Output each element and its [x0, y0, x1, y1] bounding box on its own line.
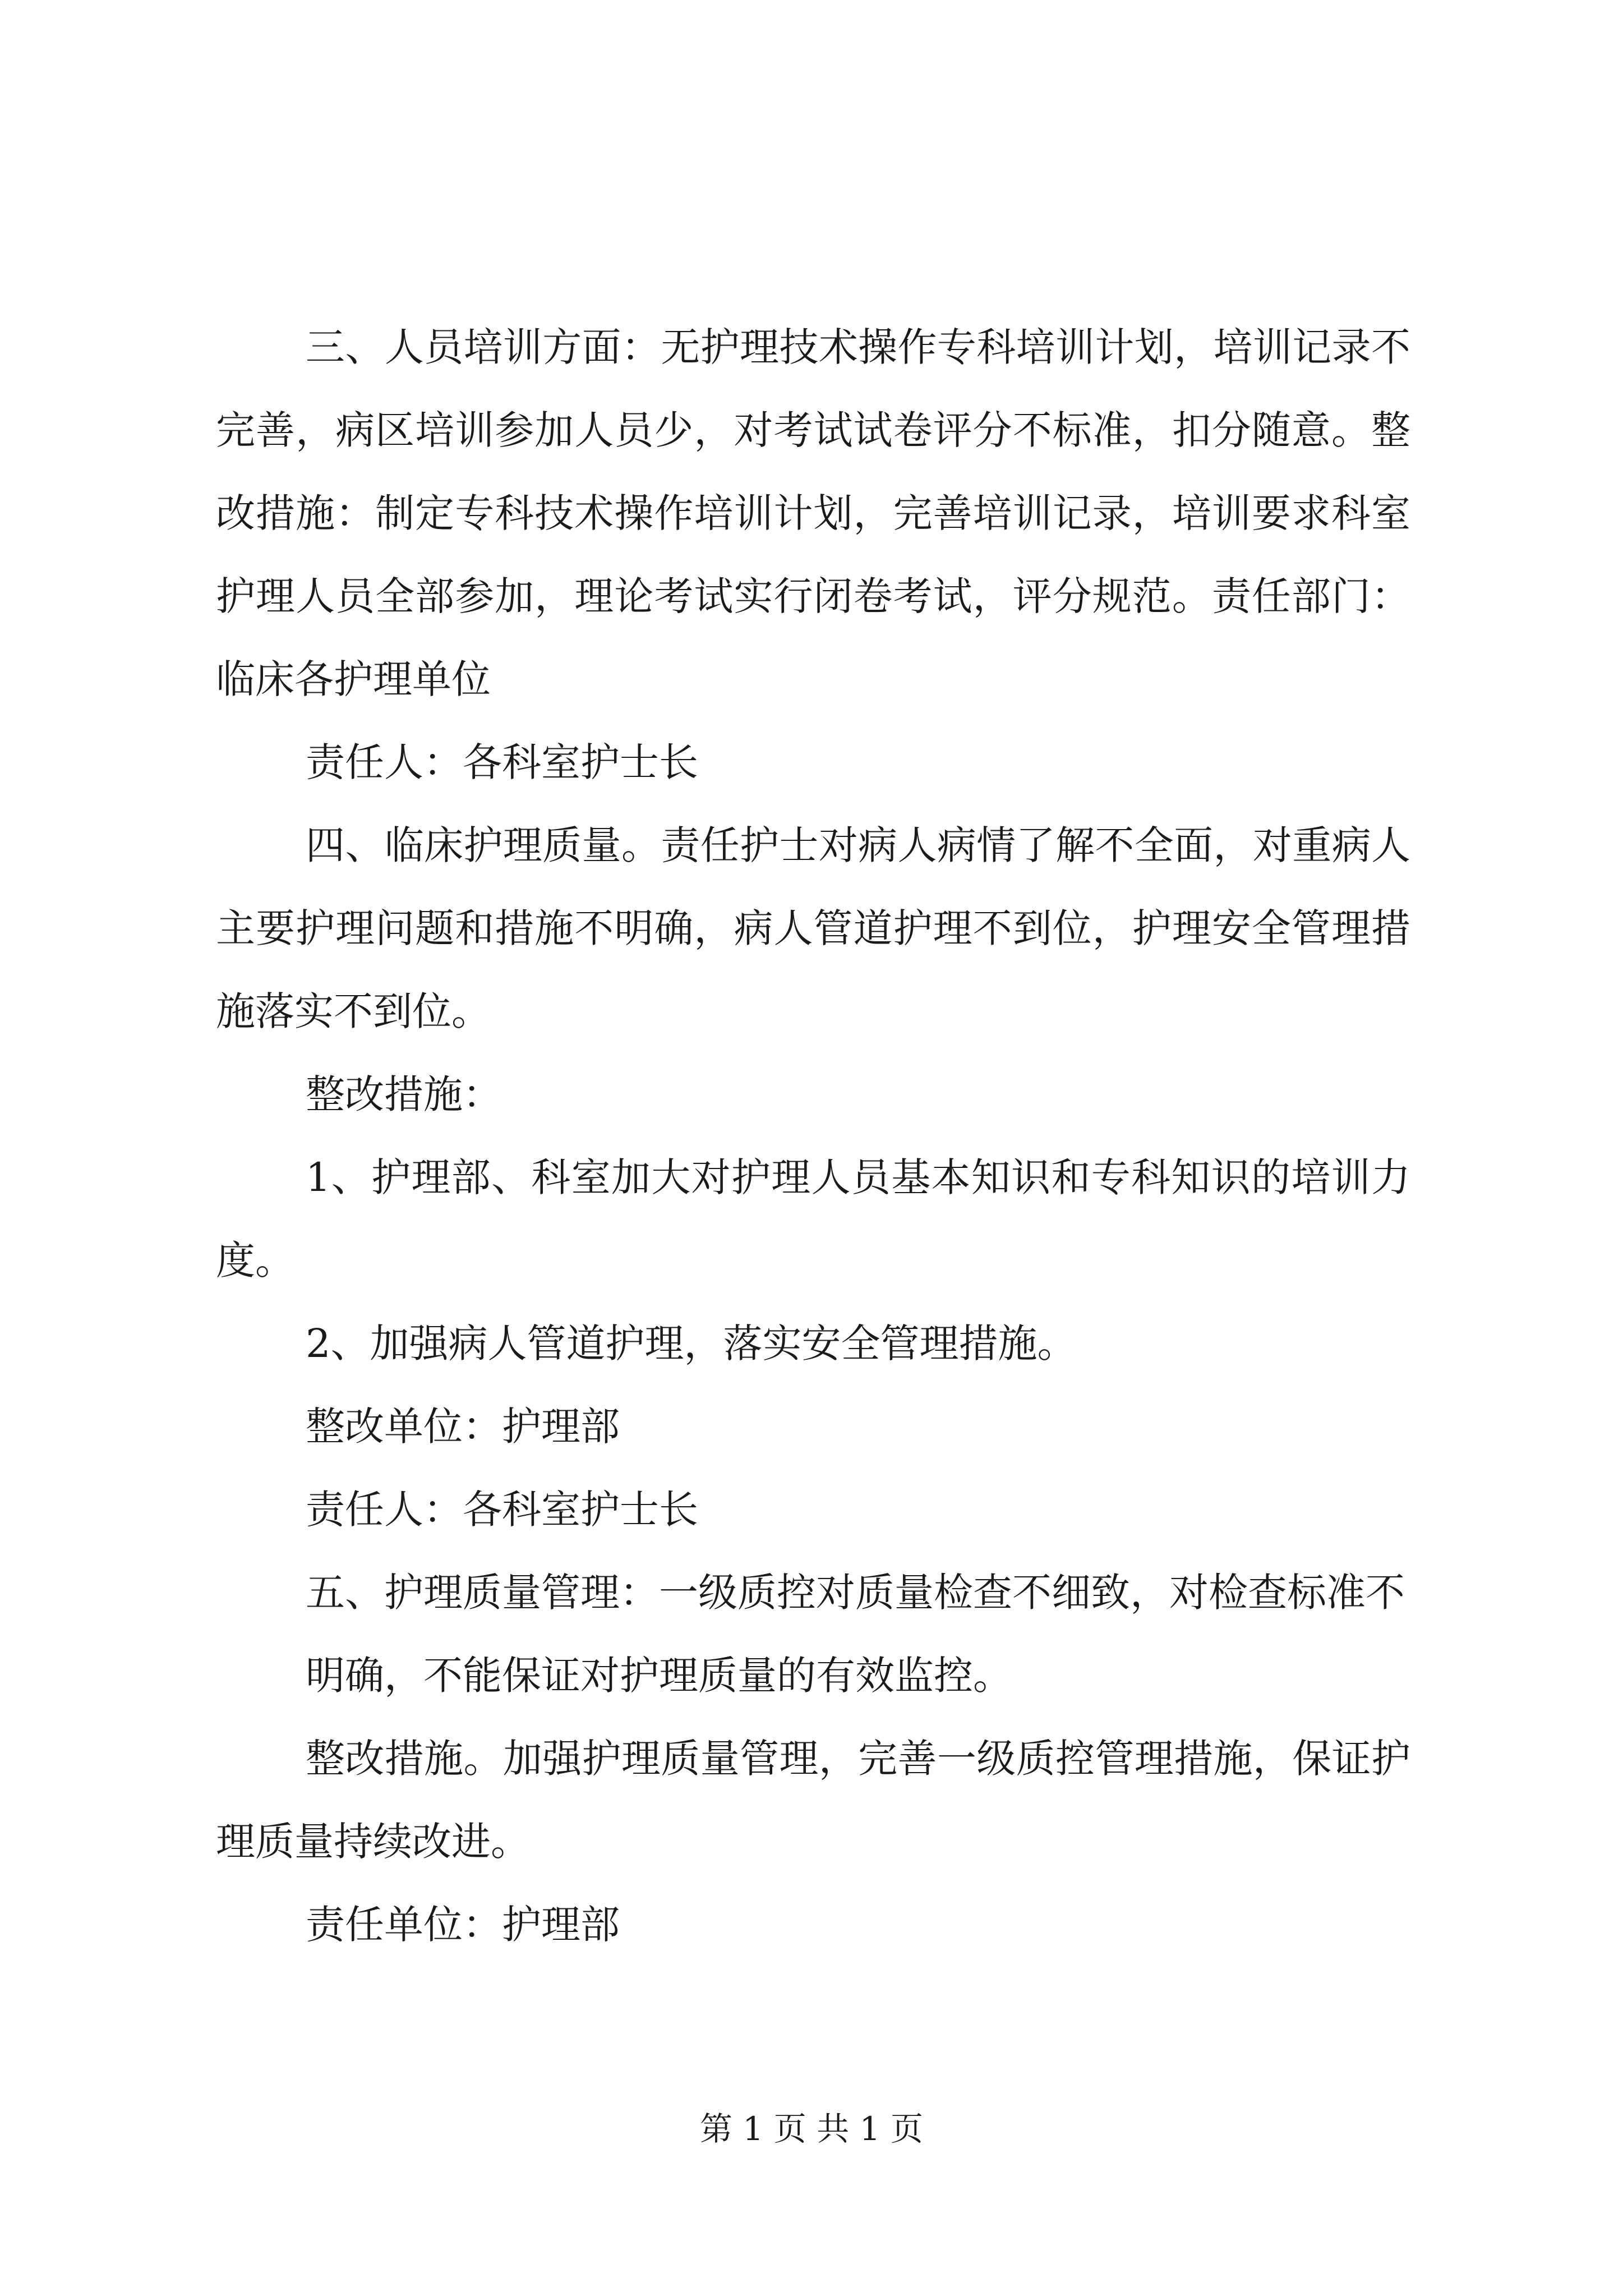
document-body: [216, 306, 1410, 1966]
paragraph-responsible-person: 责任人：各科室护士长: [306, 739, 698, 785]
paragraph-measure-2: 2、加强病人管道护理，落实安全管理措施。: [306, 1320, 1077, 1366]
paragraph-rectification-unit: 整改单位：护理部: [306, 1404, 620, 1450]
paragraph-quality-management: 五、护理质量管理：一级质控对质量检查不细致，对检查标准不: [306, 1570, 1405, 1616]
page-number-footer: 第 1 页 共 1 页: [700, 2110, 923, 2148]
paragraph-measure-1: 1、护理部、科室加大对护理人员基本知识和专科知识的培训力度。: [216, 1154, 1410, 1283]
paragraph-responsible-unit: 责任单位：护理部: [306, 1902, 620, 1948]
paragraph-rectification-measures-heading: 整改措施：: [306, 1071, 502, 1117]
paragraph-clinical-nursing-quality: 四、临床护理质量。责任护士对病人病情了解不全面，对重病人主要护理问题和措施不明确，病人管道护理不到位，护理安全管理措施落实不到位。: [216, 822, 1410, 1034]
paragraph-quality-measures: 整改措施。加强护理质量管理，完善一级质控管理措施，保证护理质量持续改进。: [216, 1736, 1410, 1865]
paragraph-staff-training: 三、人员培训方面：无护理技术操作专科培训计划，培训记录不完善，病区培训参加人员少，对考试试卷评分不标准，扣分随意。整改措施：制定专科技术操作培训计划，完善培训记录，培训要求科室护理人员全部参加，理论考试实行闭卷考试，评分规范。责任部门：临床各护理单位: [216, 324, 1410, 702]
paragraph-responsible-person-2: 责任人：各科室护士长: [306, 1487, 698, 1533]
paragraph-quality-management-continued: 明确，不能保证对护理质量的有效监控。: [306, 1653, 1012, 1699]
